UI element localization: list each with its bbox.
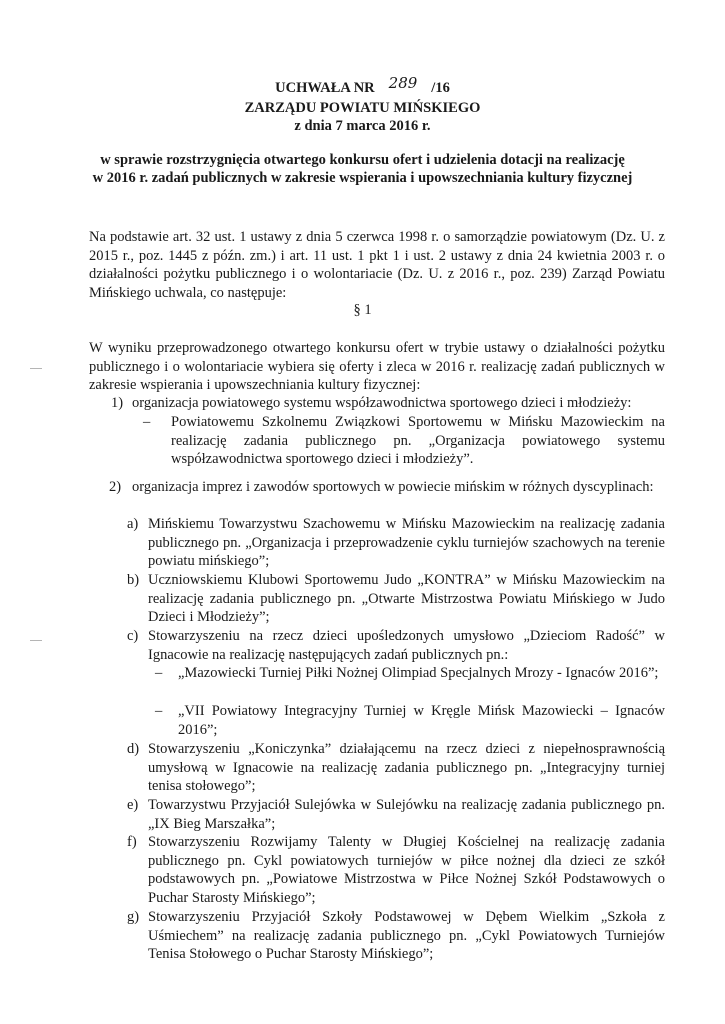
sub-text: Stowarzyszeniu na rzecz dzieci upośledzonych umysłowo „Dzieciom Radość” w Ignacowie na realizację następujących zadań publicznych pn.:: [148, 628, 665, 663]
sub-text: Uczniowskiemu Klubowi Sportowemu Judo „KONTRA” w Mińsku Mazowieckim na realizację zadania publicznego pn. „Otwarte Mistrzostwa Powiatu Mińskiego w Judo Dzieci i Młodzieży”;: [148, 572, 665, 625]
sub-text: Stowarzyszeniu „Koniczynka” działającemu na rzecz dzieci z niepełnosprawnością umysłową w Ignacowie na realizację zadania publicznego pn. „Integracyjny turniej tenisa stołowego”;: [148, 741, 665, 794]
item-number: 2): [109, 479, 122, 495]
subject-line-1: w sprawie rozstrzygnięcia otwartego konkursu ofert i udzielenia dotacji na realizację: [100, 152, 625, 168]
scan-margin-mark: [30, 368, 42, 369]
title-suffix: /16: [431, 80, 450, 96]
resolution-title: [0, 74, 725, 97]
title-prefix: UCHWAŁA NR: [275, 80, 375, 96]
item-text: organizacja imprez i zawodów sportowych w powiecie mińskim w różnych dyscyplinach:: [132, 479, 654, 495]
dash-bullet: –: [143, 414, 151, 430]
dash-text: „VII Powiatowy Integracyjny Turniej w Kręgle Mińsk Mazowiecki – Ignaców 2016”;: [178, 703, 665, 738]
sub-text: Towarzystwu Przyjaciół Sulejówka w Sulejówku na realizację zadania publicznego pn. „IX Bieg Marszałka”;: [148, 797, 665, 832]
preamble: Na podstawie art. 32 ust. 1 ustawy z dnia 5 czerwca 1998 r. o samorządzie powiatowym (Dz. U. z 2015 r., poz. 1445 z późn. zm.) i art. 11 ust. 1 pkt 1 i ust. 2 ustawy z dnia 24 kwietnia 2003 r. o działalności pożytku publicznego i o wolontariacie (Dz. U. z 2016 r., poz. 239) Zarząd Powiatu Mińskiego uchwala, co następuje:: [89, 229, 665, 301]
sub-letter: c): [127, 628, 139, 644]
sub-letter: e): [127, 797, 139, 813]
intro-paragraph: W wyniku przeprowadzonego otwartego konkursu ofert w trybie ustawy o działalności pożytku publicznego i o wolontariacie wybiera się oferty i zleca w 2016 r. realizację zadań publicznych w zakresie wspierania i upowszechniania kultury fizycznej:: [89, 340, 665, 393]
dash-bullet: –: [155, 703, 163, 719]
board-name: ZARZĄDU POWIATU MIŃSKIEGO: [244, 100, 481, 116]
dash-bullet: –: [155, 665, 163, 681]
dash-text: „Mazowiecki Turniej Piłki Nożnej Olimpiad Specjalnych Mrozy - Ignaców 2016”;: [178, 665, 659, 681]
sub-text: Stowarzyszeniu Rozwijamy Talenty w Długiej Kościelnej na realizację zadania publicznego pn. Cykl powiatowych turniejów w piłce nożnej dla dzieci ze szkół podstawowych pn. „Powiatowe Mistrzostwa w Piłce Nożnej Szkół Podstawowych o Puchar Starosty Mińskiego”;: [148, 834, 665, 906]
item-text: organizacja powiatowego systemu współzawodnictwa sportowego dzieci i młodzieży:: [132, 395, 632, 411]
sub-letter: g): [127, 909, 140, 925]
sub-text: Mińskiemu Towarzystwu Szachowemu w Mińsku Mazowieckim na realizację zadania publicznego pn. „Organizacja i przeprowadzenie cyklu turniejów szachowych na terenie powiatu mińskiego”;: [148, 516, 665, 569]
item-number: 1): [111, 395, 124, 411]
handwritten-number: 289: [388, 74, 418, 92]
sub-text: Stowarzyszeniu Przyjaciół Szkoły Podstawowej w Dębem Wielkim „Szkoła z Uśmiechem” na realizację zadania publicznego pn. „Cykl Powiatowych Turniejów Tenisa Stołowego o Puchar Starosty Mińskiego”;: [148, 909, 665, 962]
sub-letter: b): [127, 572, 140, 588]
sub-letter: d): [127, 741, 140, 757]
dash-text: Powiatowemu Szkolnemu Związkowi Sportowemu w Mińsku Mazowieckim na realizację zadania publicznego pn. „Organizacja powiatowego systemu współzawodnictwa sportowego dzieci i młodzieży”.: [171, 414, 665, 467]
section-mark: § 1: [353, 302, 372, 318]
sub-letter: f): [127, 834, 137, 850]
resolution-date: z dnia 7 marca 2016 r.: [294, 118, 431, 134]
scan-margin-mark: [30, 640, 42, 641]
sub-letter: a): [127, 516, 139, 532]
subject-line-2: w 2016 r. zadań publicznych w zakresie wspierania i upowszechniania kultury fizycznej: [92, 170, 633, 186]
